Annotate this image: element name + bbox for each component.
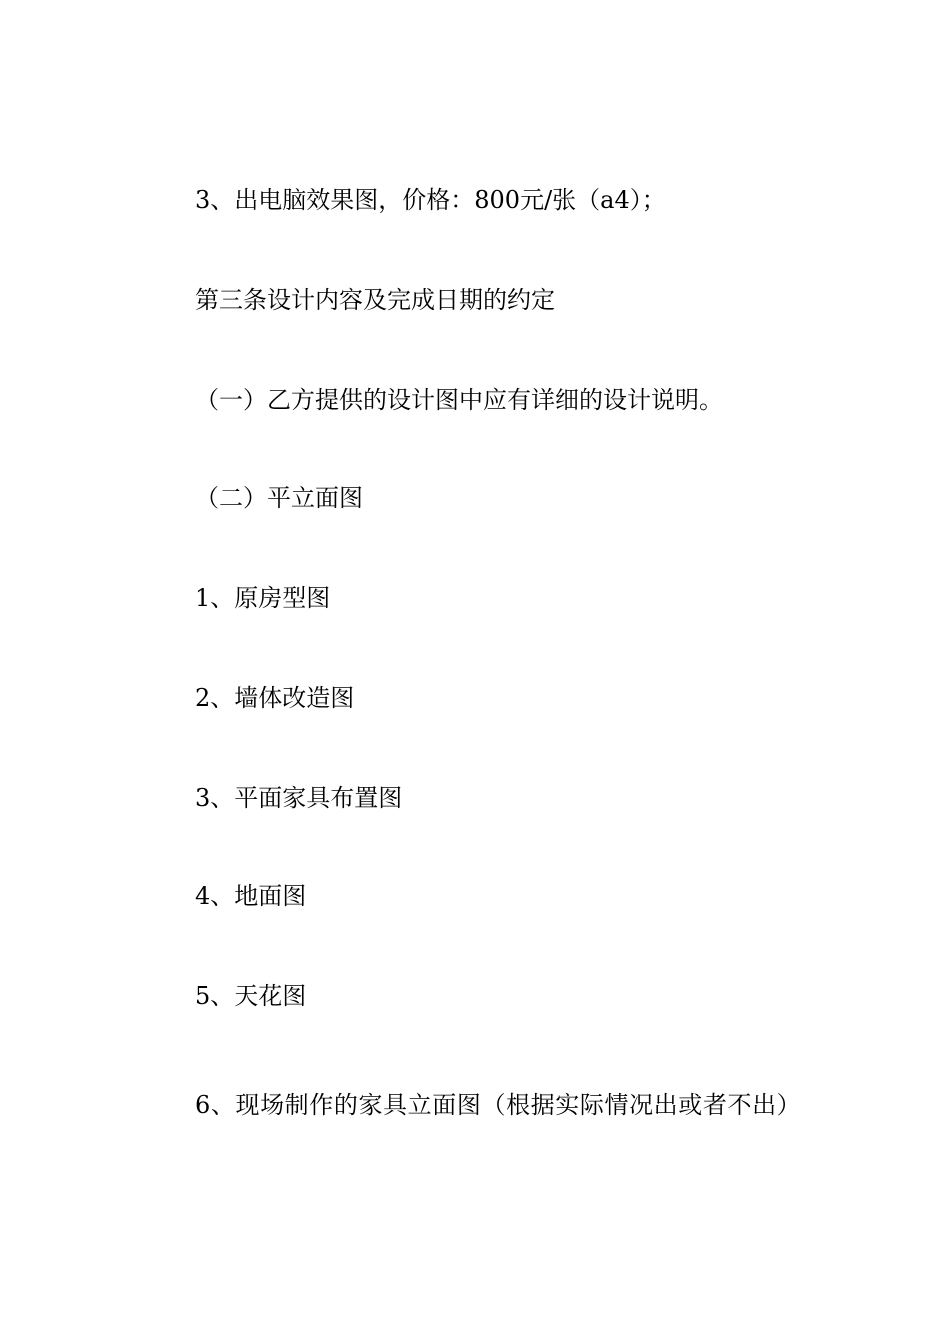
section-heading-article-3: 第三条设计内容及完成日期的约定 (195, 286, 555, 314)
list-item-furniture-elevation: 6、现场制作的家具立面图（根据实际情况出或者不出） (195, 1091, 802, 1119)
list-item-floor-plan: 4、地面图 (195, 882, 307, 910)
text-line-pricing: 3、出电脑效果图，价格：800元/张（a4）； (195, 186, 666, 214)
list-item-original-floorplan: 1、原房型图 (195, 584, 331, 612)
list-item-ceiling-plan: 5、天花图 (195, 982, 307, 1010)
list-item-wall-modification: 2、墙体改造图 (195, 684, 355, 712)
subheading-plan-elevation: （二）平立面图 (195, 484, 363, 512)
text-line-design-notes: （一）乙方提供的设计图中应有详细的设计说明。 (195, 386, 723, 414)
list-item-furniture-layout: 3、平面家具布置图 (195, 784, 403, 812)
